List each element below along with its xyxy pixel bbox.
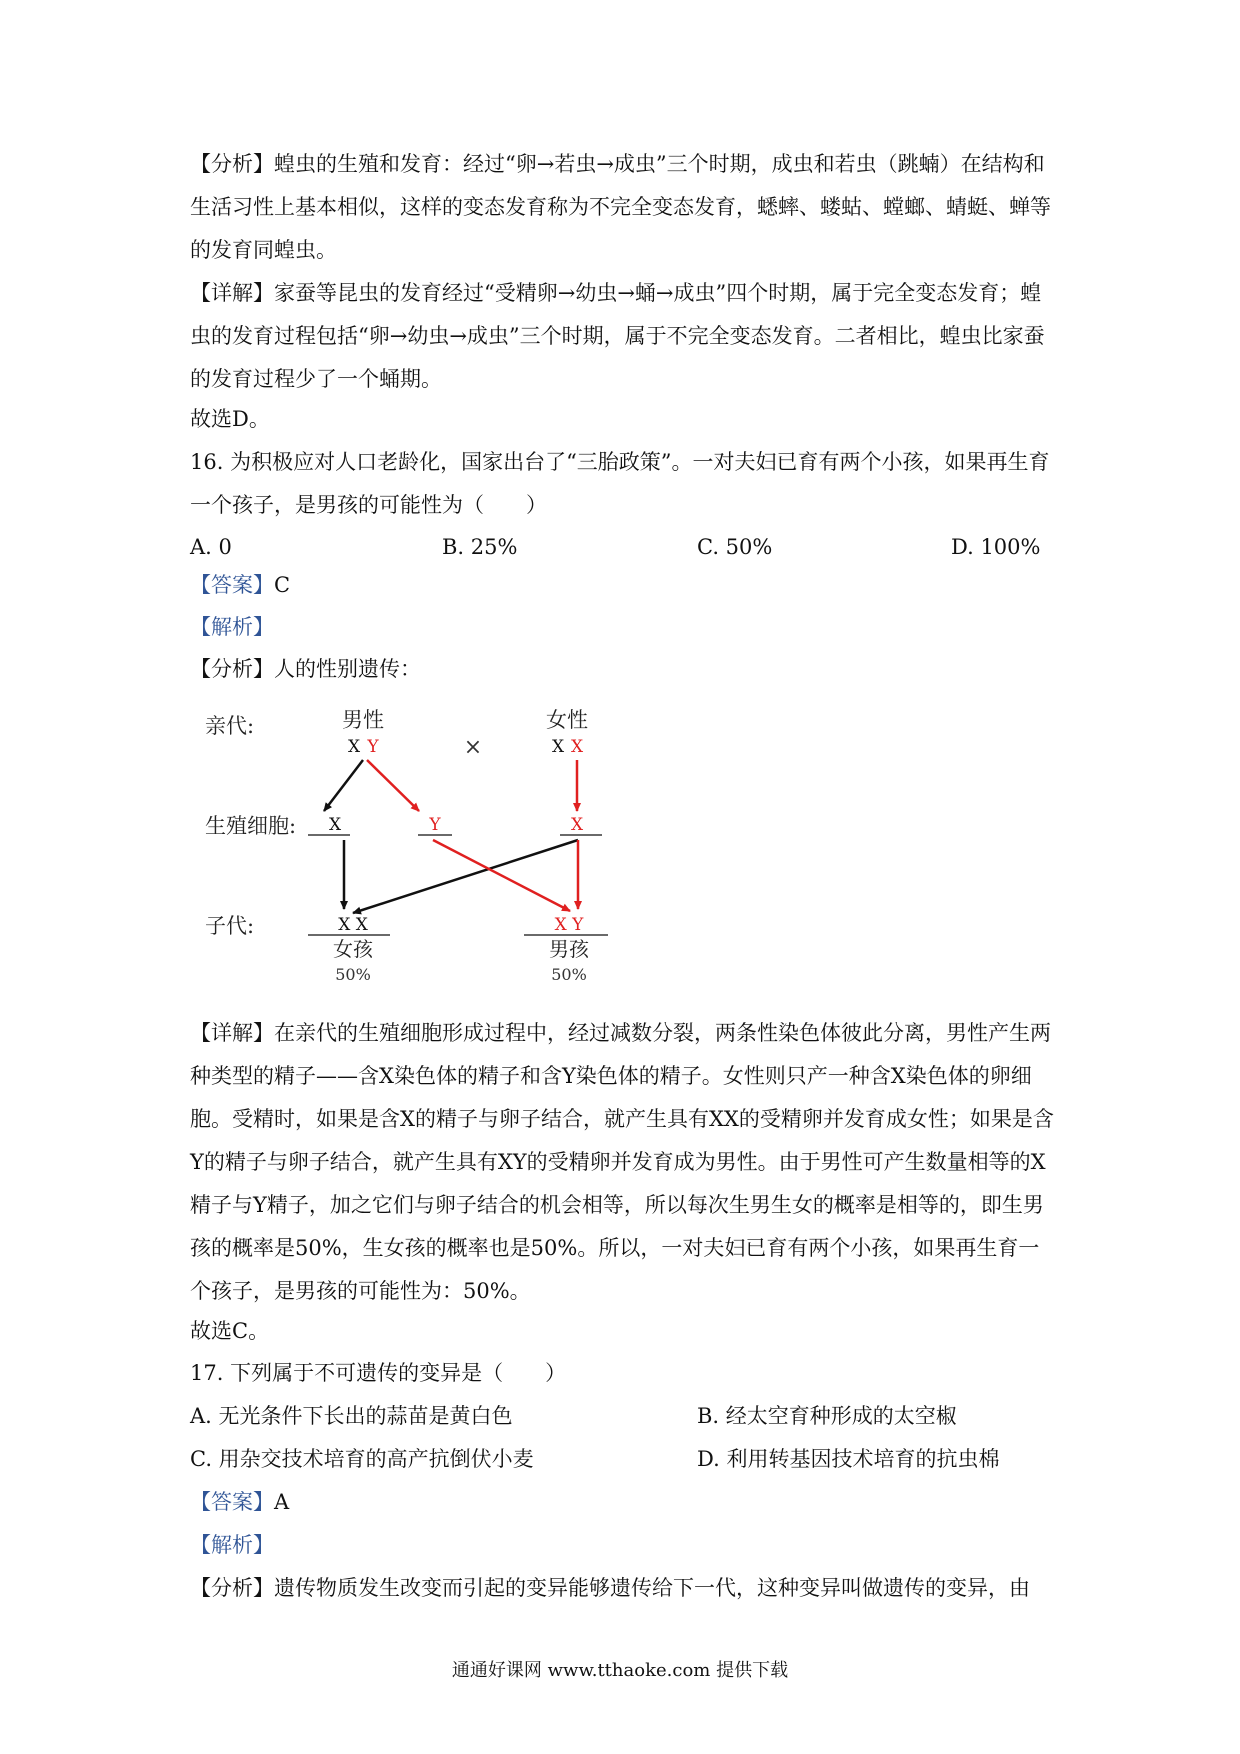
q17-option-d: D. 利用转基因技术培育的抗虫棉 xyxy=(697,1447,1000,1471)
q17-option-a: A. 无光条件下长出的蒜苗是黄白色 xyxy=(190,1404,513,1428)
q15-detail xyxy=(190,272,1060,401)
female-label: 女性 xyxy=(546,708,588,732)
page-footer: 通通好课网 www.tthaoke.com 提供下载 xyxy=(451,1660,789,1681)
gamete-x-sperm: X xyxy=(328,815,342,835)
q16-option-b: B. 25% xyxy=(442,535,518,559)
q17-option-c: C. 用杂交技术培育的高产抗倒伏小麦 xyxy=(190,1447,534,1471)
q16-detail xyxy=(190,1012,1060,1313)
q16-stem: 16. 为积极应对人口老龄化，国家出台了“三胎政策”。一对夫妇已育有两个小孩，如果再生育一个孩子，是男孩的可能性为（ ） xyxy=(190,450,1050,517)
detail-tag: 【详解】 xyxy=(190,281,274,305)
arrow-male-to-y-sperm xyxy=(367,760,419,811)
q17-option-b: B. 经太空育种形成的太空椒 xyxy=(697,1404,957,1428)
parent-label: 亲代: xyxy=(205,714,255,738)
analysis-tag: 【分析】 xyxy=(190,657,274,681)
male-x-chromosome: X xyxy=(347,737,361,757)
q16-answer xyxy=(190,570,290,600)
q16-explain-tag: 【解析】 xyxy=(190,615,274,639)
analysis-text: 蝗虫的生殖和发育：经过“卵→若虫→成虫”三个时期，成虫和若虫（跳蝻）在结构和生活习性上基本相似，这样的变态发育称为不完全变态发育，蟋蟀、蝼蛄、螳螂、蜻蜓、蝉等的发育同蝗虫。 xyxy=(190,152,1051,262)
q16-choice: 故选C。 xyxy=(190,1319,270,1343)
girl-percent: 50% xyxy=(335,965,371,984)
answer-value: C xyxy=(274,573,291,597)
boy-chromosomes xyxy=(555,915,585,935)
cross-symbol: × xyxy=(463,735,483,760)
detail-tag: 【详解】 xyxy=(190,1021,274,1045)
detail-text: 家蚕等昆虫的发育经过“受精卵→幼虫→蛹→成虫”四个时期，属于完全变态发育；蝗虫的发育过程包括“卵→幼虫→成虫”三个时期，属于不完全变态发育。二者相比，蝗虫比家蚕的发育过程少了一个蛹期。 xyxy=(190,281,1045,391)
arrow-male-to-x-sperm xyxy=(324,760,363,811)
q17-stem: 17. 下列属于不可遗传的变异是（ ） xyxy=(190,1361,567,1385)
q15-choice: 故选D。 xyxy=(190,407,270,431)
sex-inheritance-diagram xyxy=(190,700,650,1000)
male-label: 男性 xyxy=(342,708,384,732)
arrow-egg-to-girl xyxy=(353,840,578,913)
gamete-label: 生殖细胞: xyxy=(205,814,297,838)
arrow-y-sperm-to-boy xyxy=(433,840,570,911)
q16-analysis xyxy=(190,654,421,684)
girl-chromosomes xyxy=(338,915,369,935)
child-label: 子代: xyxy=(205,914,255,938)
q17-analysis xyxy=(190,1573,1030,1603)
analysis-tag: 【分析】 xyxy=(190,1576,274,1600)
analysis-text: 遗传物质发生改变而引起的变异能够遗传给下一代，这种变异叫做遗传的变异，由 xyxy=(274,1576,1030,1600)
q16-option-a: A. 0 xyxy=(190,535,232,559)
q16-option-d: D. 100% xyxy=(951,535,1041,559)
q17-answer xyxy=(190,1487,289,1517)
girl-x1: X xyxy=(338,915,351,935)
answer-tag: 【答案】 xyxy=(190,1490,274,1514)
q15-analysis xyxy=(190,143,1060,272)
boy-label: 男孩 xyxy=(549,937,589,961)
analysis-text: 人的性别遗传： xyxy=(274,657,421,681)
gamete-x-egg: X xyxy=(570,815,584,835)
girl-x2: X xyxy=(355,915,368,935)
male-y-chromosome: Y xyxy=(367,737,379,757)
answer-value: A xyxy=(274,1490,290,1514)
girl-label: 女孩 xyxy=(333,937,373,961)
boy-percent: 50% xyxy=(551,965,587,984)
answer-tag: 【答案】 xyxy=(190,573,274,597)
analysis-tag: 【分析】 xyxy=(190,152,274,176)
detail-text: 在亲代的生殖细胞形成过程中，经过减数分裂，两条性染色体彼此分离，男性产生两种类型的精子——含X染色体的精子和含Y染色体的精子。女性则只产一种含X染色体的卵细胞。受精时，如果是含X的精子与卵子结合，就产生具有XX的受精卵并发育成女性；如果是含Y的精子与卵子结合，就产生具有XY的受精卵并发育成为男性。由于男性可产生数量相等的X精子与Y精子，加之它们与卵子结合的机会相等，所以每次生男生女的概率是相等的，即生男孩的概率是50%，生女孩的概率也是50%。所以，一对夫妇已育有两个小孩，如果再生育一个孩子，是男孩的可能性为：50%。 xyxy=(190,1021,1054,1303)
boy-x: X xyxy=(554,915,567,935)
gamete-y-sperm: Y xyxy=(429,815,441,835)
q17-explain-tag: 【解析】 xyxy=(190,1533,274,1557)
boy-y: Y xyxy=(572,915,584,935)
female-x-chromosome-2: X xyxy=(570,737,584,757)
female-x-chromosome-1: X xyxy=(551,737,565,757)
q16-option-c: C. 50% xyxy=(697,535,773,559)
